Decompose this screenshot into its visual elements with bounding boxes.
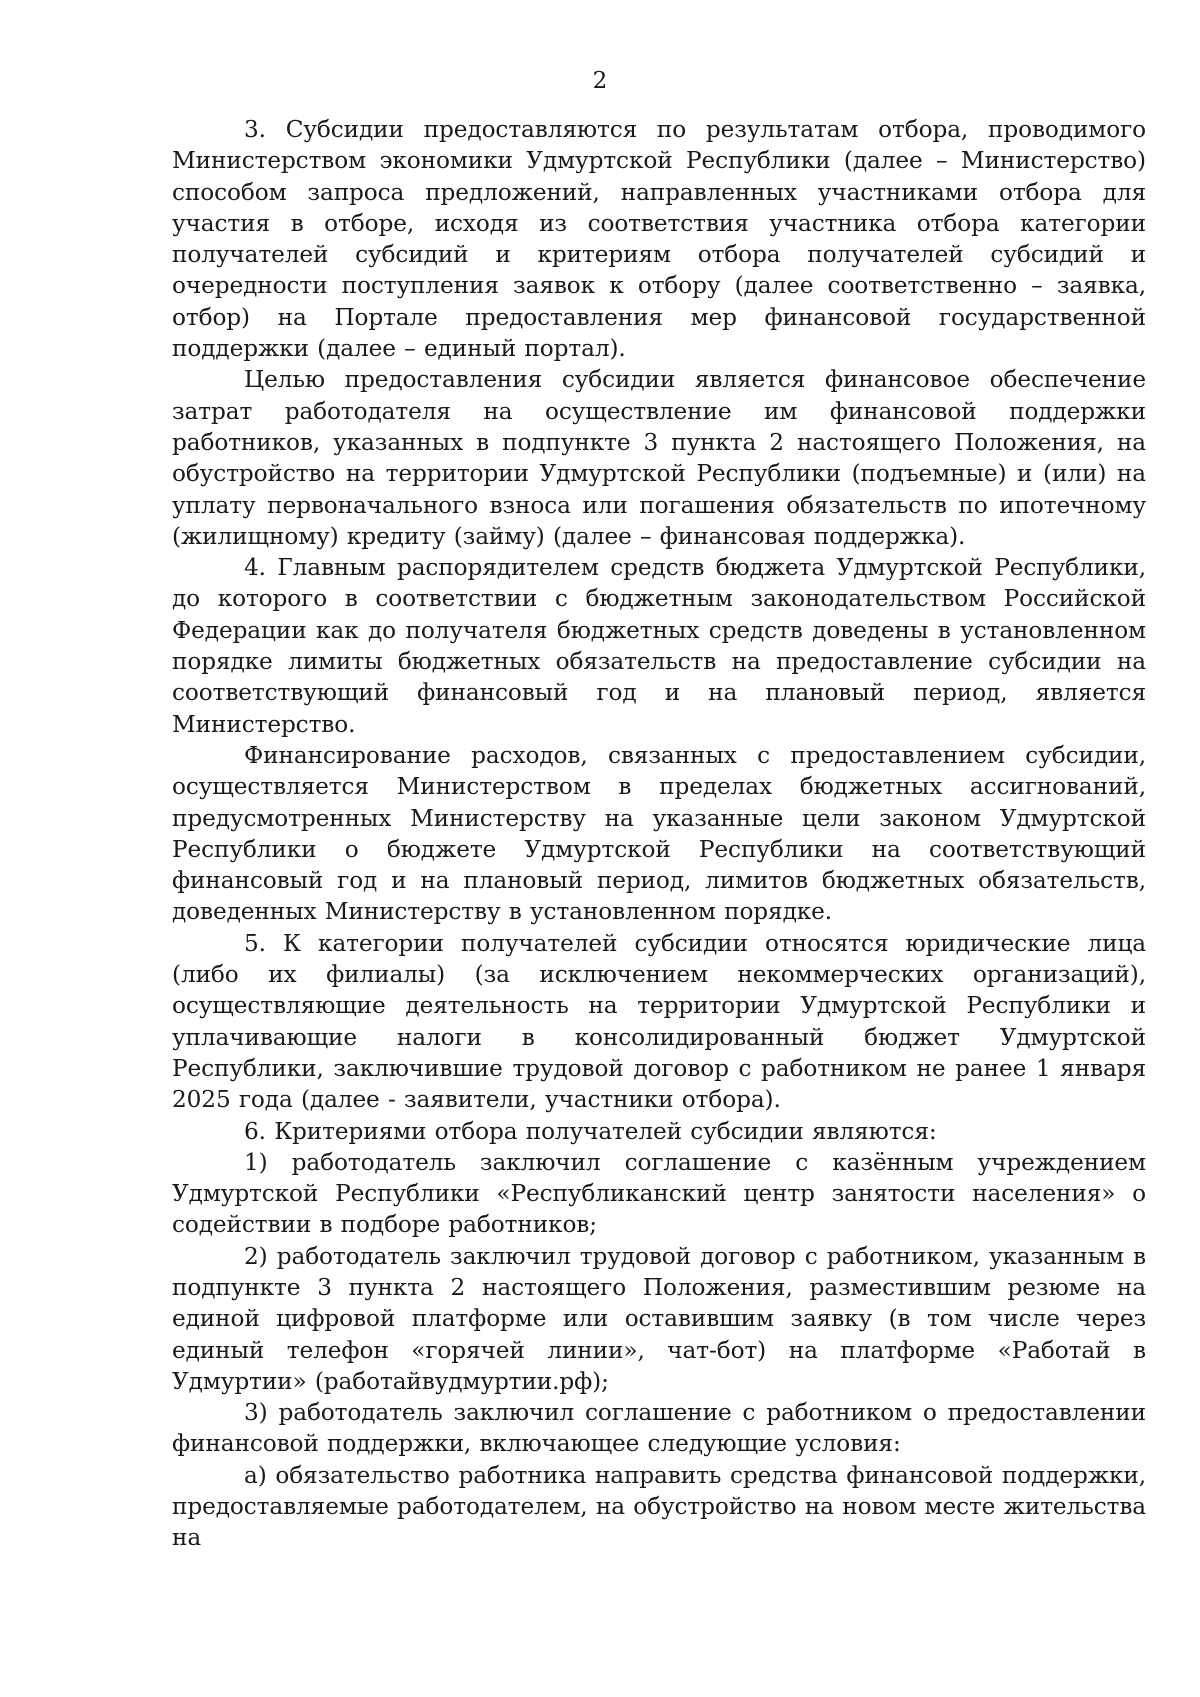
paragraph-criterion-1: 1) работодатель заключил соглашение с казённым учреждением Удмуртской Республики «Республиканский центр занятости населения» о содействии в подборе работников;	[172, 1148, 1146, 1239]
paragraph-item-6: 6. Критериями отбора получателей субсидии являются:	[244, 1117, 937, 1145]
paragraph-subsidy-purpose: Целью предоставления субсидии является финансовое обеспечение затрат работодателя на осуществление им финансовой поддержки работников, указанных в подпункте 3 пункта 2 настоящего Положения, на обустройство на территории Удмуртской Республики (подъемные) и (или) на уплату первоначального взноса или погашения обязательств по ипотечному (жилищному) кредиту (займу) (далее – финансовая поддержка).	[172, 366, 1146, 550]
paragraph-criterion-3: 3) работодатель заключил соглашение с работником о предоставлении финансовой поддержки, включающее следующие условия:	[172, 1399, 1146, 1458]
paragraph-item-3: 3. Субсидии предоставляются по результатам отбора, проводимого Министерством экономики Удмуртской Республики (далее – Министерство) способом запроса предложений, направленных участниками отбора для участия в отборе, исходя из соответствия участника отбора категории получателей субсидий и критериям отбора получателей субсидий и очередности поступления заявок к отбору (далее соответственно – заявка, отбор) на Портале предоставления мер финансовой государственной поддержки (далее – единый портал).	[172, 116, 1146, 363]
paragraph-criterion-2: 2) работодатель заключил трудовой договор с работником, указанным в подпункте 3 пункта 2 настоящего Положения, разместившим резюме на единой цифровой платформе или оставившим заявку (в том числе через единый телефон «горячей линии», чат-бот) на платформе «Работай в Удмуртии» (работайвудмуртии.рф);	[172, 1242, 1146, 1395]
document-body	[172, 114, 1146, 1554]
paragraph-item-5: 5. К категории получателей субсидии относятся юридические лица (либо их филиалы) (за исключением некоммерческих организаций), осуществляющие деятельность на территории Удмуртской Республики и уплачивающие налоги в консолидированный бюджет Удмуртской Республики, заключившие трудовой договор с работником не ранее 1 января 2025 года (далее - заявители, участники отбора).	[172, 929, 1146, 1114]
paragraph-criterion-3a: а) обязательство работника направить средства финансовой поддержки, предоставляемые работодателем, на обустройство на новом месте жительства на	[172, 1461, 1146, 1552]
page-number: 2	[592, 68, 608, 94]
paragraph-item-4: 4. Главным распорядителем средств бюджета Удмуртской Республики, до которого в соответствии с бюджетным законодательством Российской Федерации как до получателя бюджетных средств доведены в установленном порядке лимиты бюджетных обязательств на предоставление субсидии на соответствующий финансовый год и на плановый период, является Министерство.	[172, 554, 1146, 738]
paragraph-financing: Финансирование расходов, связанных с предоставлением субсидии, осуществляется Министерством в пределах бюджетных ассигнований, предусмотренных Министерству на указанные цели законом Удмуртской Республики о бюджете Удмуртской Республики на соответствующий финансовый год и на плановый период, лимитов бюджетных обязательств, доведенных Министерству в установленном порядке.	[172, 741, 1146, 926]
